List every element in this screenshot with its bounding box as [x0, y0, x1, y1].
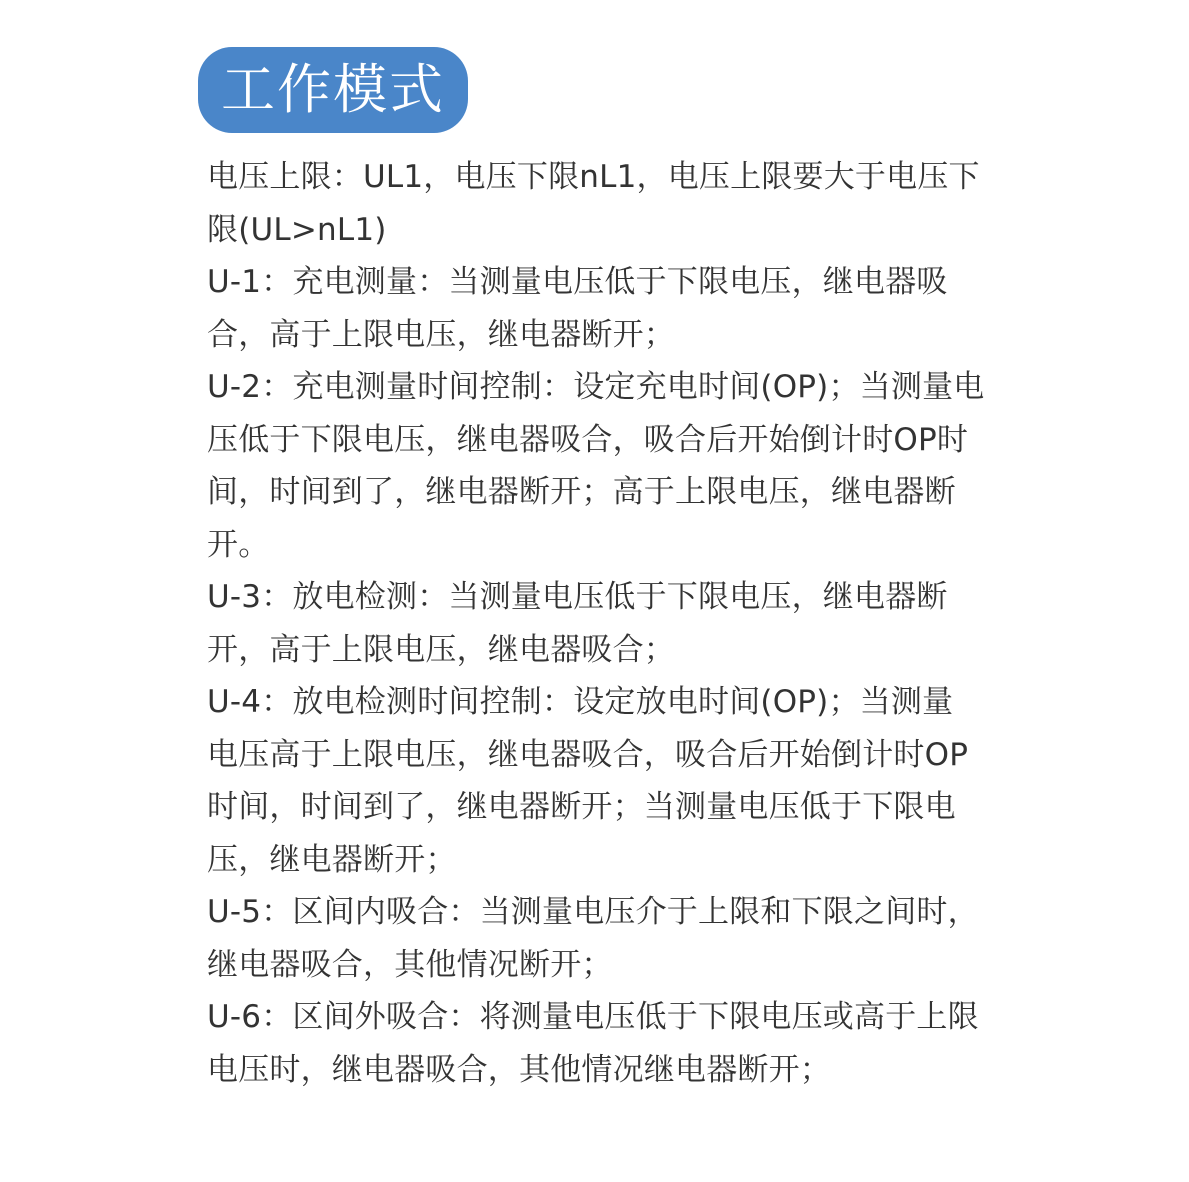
text-line: 间，时间到了，继电器断开；高于上限电压，继电器断	[207, 474, 956, 510]
text-line: 继电器吸合，其他情况断开；	[207, 946, 613, 983]
text-line: 压低于下限电压，继电器吸合，吸合后开始倒计时OP时	[207, 421, 969, 458]
text-line: U-6：区间外吸合：将测量电压低于下限电压或高于上限	[207, 999, 979, 1035]
text-line: 时间，时间到了，继电器断开；当测量电压低于下限电	[207, 789, 956, 825]
text-line: 电压时，继电器吸合，其他情况继电器断开；	[207, 1051, 831, 1088]
text-line: 限(UL>nL1)	[207, 211, 387, 248]
text-line: 电压上限：UL1，电压下限nL1，电压上限要大于电压下	[207, 159, 980, 195]
text-line: U-4：放电检测时间控制：设定放电时间(OP)；当测量	[207, 684, 954, 720]
text-line: 压，继电器断开；	[207, 841, 457, 878]
title-badge	[198, 47, 468, 133]
content-body	[207, 151, 1007, 1096]
text-line: 开，高于上限电压，继电器吸合；	[207, 631, 675, 668]
text-line: U-3：放电检测：当测量电压低于下限电压，继电器断	[207, 579, 948, 615]
text-line: 电压高于上限电压，继电器吸合，吸合后开始倒计时OP	[207, 736, 969, 773]
text-line: U-1：充电测量：当测量电压低于下限电压，继电器吸	[207, 264, 948, 300]
text-line: U-5：区间内吸合：当测量电压介于上限和下限之间时，	[207, 894, 979, 930]
text-line: U-2：充电测量时间控制：设定充电时间(OP)；当测量电	[207, 369, 985, 405]
text-line: 开。	[207, 526, 270, 563]
page-title: 工作模式	[221, 58, 445, 121]
text-line: 合，高于上限电压，继电器断开；	[207, 316, 675, 353]
